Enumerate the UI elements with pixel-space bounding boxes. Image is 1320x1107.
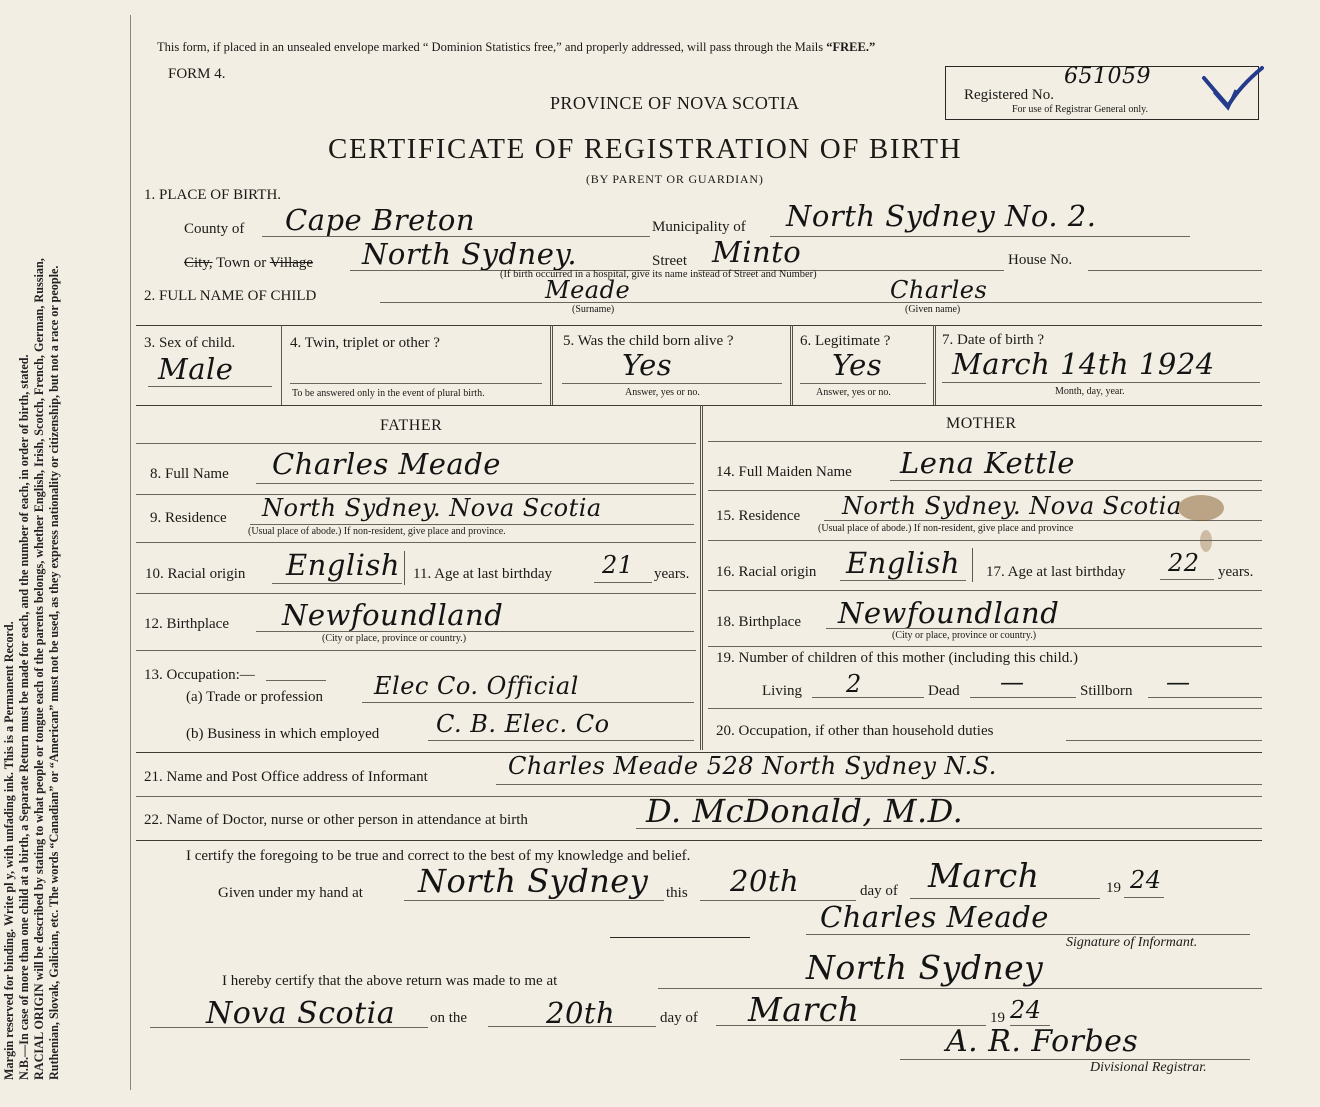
village-label: Village xyxy=(269,255,314,271)
informant-label: 21. Name and Post Office address of Informant xyxy=(144,769,428,785)
dob-note: Month, day, year. xyxy=(1055,386,1125,397)
sex-label: 3. Sex of child. xyxy=(144,335,236,351)
father-business-value: C. B. Elec. Co xyxy=(436,710,610,738)
child-name-label: 2. FULL NAME OF CHILD xyxy=(144,288,317,304)
certify-year-prefix: 19 xyxy=(1106,880,1121,896)
margin-note-racial-2: Ruthenian, Slovak, Galician, etc. The words “Canadian” or “American” must not be used, as they express nationality or citizenship, but not a race or people. xyxy=(47,265,61,1080)
father-age-years: years. xyxy=(654,566,690,582)
mail-notice-free: “FREE.” xyxy=(826,40,876,54)
father-residence-value: North Sydney. Nova Scotia xyxy=(262,494,602,522)
father-business-label: (b) Business in which employed xyxy=(186,726,380,742)
mail-notice-text: This form, if placed in an unsealed envelope marked “ Dominion Statistics free,” and properly addressed, will pass through the Mails xyxy=(157,40,827,54)
legitimate-note: Answer, yes or no. xyxy=(816,387,891,398)
informant-value: Charles Meade 528 North Sydney N.S. xyxy=(508,752,997,780)
registrar-statement: I hereby certify that the above return was made to me at xyxy=(222,973,558,989)
county-value: Cape Breton xyxy=(285,203,476,237)
doctor-label: 22. Name of Doctor, nurse or other person in attendance at birth xyxy=(144,812,528,828)
surname-caption: (Surname) xyxy=(572,304,615,315)
dob-value: March 14th 1924 xyxy=(952,347,1215,381)
mother-age-label: 17. Age at last birthday xyxy=(986,564,1126,580)
certify-month: March xyxy=(928,856,1040,895)
registrar-year-suffix: 24 xyxy=(1010,996,1042,1024)
father-name-value: Charles Meade xyxy=(272,447,501,481)
city-label: City, xyxy=(184,255,213,271)
mother-birthplace-note: (City or place, province or country.) xyxy=(892,630,1037,641)
father-birthplace-label: 12. Birthplace xyxy=(144,616,229,632)
municipality-value: North Sydney No. 2. xyxy=(786,199,1097,233)
stillborn-value: — xyxy=(1166,668,1191,696)
registrar-dayof-label: day of xyxy=(660,1010,698,1026)
margin-rule xyxy=(130,15,131,1090)
child-given-name: Charles xyxy=(890,276,988,304)
doctor-value: D. McDonald, M.D. xyxy=(646,792,964,830)
town-label: Town or xyxy=(216,255,267,271)
mother-residence-note: (Usual place of abode.) If non-resident, give place and province xyxy=(818,523,1074,534)
father-occupation-label: 13. Occupation:— xyxy=(144,667,255,683)
margin-note-binding: Margin reserved for binding. Write pl y, with unfading ink. This is a Permanent Record. xyxy=(2,621,16,1080)
dead-value: — xyxy=(1000,668,1025,696)
hospital-note: (If birth occurred in a hospital, give its name instead of Street and Number) xyxy=(500,269,817,280)
informant-signature-caption: Signature of Informant. xyxy=(1066,935,1198,950)
margin-note-racial-1: RACIAL ORIGIN will be described by stating to what people or tongue each of the parents belongs, whether English, Irish, Scotch, French, German, Russian, xyxy=(32,258,46,1080)
living-label: Living xyxy=(762,683,802,699)
child-surname: Meade xyxy=(545,276,631,304)
mother-name-label: 14. Full Maiden Name xyxy=(716,464,852,480)
stillborn-label: Stillborn xyxy=(1080,683,1133,699)
children-count-label: 19. Number of children of this mother (including this child.) xyxy=(716,650,1079,666)
father-birthplace-value: Newfoundland xyxy=(282,598,504,632)
mail-notice xyxy=(157,40,875,55)
father-trade-label: (a) Trade or profession xyxy=(186,689,324,705)
legitimate-label: 6. Legitimate ? xyxy=(800,333,891,349)
registrar-place-1: North Sydney xyxy=(806,948,1044,987)
twin-label: 4. Twin, triplet or other ? xyxy=(290,335,440,351)
mother-racial-label: 16. Racial origin xyxy=(716,564,817,580)
city-town-village-label xyxy=(184,255,313,272)
ink-stain xyxy=(1178,495,1224,521)
street-label: Street xyxy=(652,253,687,269)
living-value: 2 xyxy=(846,670,862,698)
dead-label: Dead xyxy=(928,683,960,699)
town-value: North Sydney. xyxy=(362,237,578,271)
mother-residence-label: 15. Residence xyxy=(716,508,801,524)
mother-age-value: 22 xyxy=(1168,549,1200,577)
registered-number: 651059 xyxy=(1064,64,1151,89)
father-racial-value: English xyxy=(286,548,401,582)
municipality-label: Municipality of xyxy=(652,219,746,235)
certify-statement: I certify the foregoing to be true and correct to the best of my knowledge and belief. xyxy=(186,848,691,864)
father-trade-value: Elec Co. Official xyxy=(374,672,579,700)
registrar-caption: Divisional Registrar. xyxy=(1090,1060,1207,1075)
mother-heading: MOTHER xyxy=(946,415,1017,432)
father-name-label: 8. Full Name xyxy=(150,466,229,482)
born-alive-note: Answer, yes or no. xyxy=(625,387,700,398)
ink-stain-small xyxy=(1200,530,1212,552)
mother-birthplace-label: 18. Birthplace xyxy=(716,614,801,630)
checkmark-icon xyxy=(1196,62,1266,122)
born-alive-label: 5. Was the child born alive ? xyxy=(563,333,734,349)
county-label: County of xyxy=(184,221,245,237)
mother-birthplace-value: Newfoundland xyxy=(838,596,1060,630)
form-number: FORM 4. xyxy=(168,66,226,82)
registrar-general-note: For use of Registrar General only. xyxy=(1012,104,1148,115)
father-residence-note: (Usual place of abode.) If non-resident, give place and province. xyxy=(248,526,506,537)
born-alive-value: Yes xyxy=(622,348,673,382)
certify-day: 20th xyxy=(730,864,800,898)
twin-note: To be answered only in the event of plural birth. xyxy=(292,388,485,399)
father-age-label: 11. Age at last birthday xyxy=(413,566,552,582)
place-of-birth-heading: 1. PLACE OF BIRTH. xyxy=(144,187,282,203)
registrar-year-prefix: 19 xyxy=(990,1010,1005,1026)
given-name-caption: (Given name) xyxy=(905,304,961,315)
dob-label: 7. Date of birth ? xyxy=(942,332,1045,348)
margin-note-plural: N.B.—In case of more than one child at a birth, a Separate Return must be made for each, and the number of each, in order of birth, stated. xyxy=(17,354,31,1080)
legitimate-value: Yes xyxy=(832,348,883,382)
street-value: Minto xyxy=(712,235,802,269)
registered-label: Registered No. xyxy=(964,87,1054,103)
page-subtitle: (BY PARENT OR GUARDIAN) xyxy=(586,172,764,186)
province-heading: PROVINCE OF NOVA SCOTIA xyxy=(550,93,800,113)
father-racial-label: 10. Racial origin xyxy=(145,566,246,582)
sex-value: Male xyxy=(158,352,234,386)
informant-signature: Charles Meade xyxy=(820,900,1049,934)
certify-year-suffix: 24 xyxy=(1130,866,1162,894)
registrar-signature: A. R. Forbes xyxy=(946,1024,1139,1059)
mother-occupation-label: 20. Occupation, if other than household duties xyxy=(716,723,994,739)
father-age-value: 21 xyxy=(602,551,634,579)
father-heading: FATHER xyxy=(380,417,443,434)
certify-place: North Sydney xyxy=(418,862,649,900)
mother-name-value: Lena Kettle xyxy=(900,446,1075,480)
house-number-label: House No. xyxy=(1008,252,1073,268)
given-under-label: Given under my hand at xyxy=(218,885,363,901)
registrar-place-2: Nova Scotia xyxy=(206,996,396,1031)
certify-this-label: this xyxy=(666,885,688,901)
mother-residence-value: North Sydney. Nova Scotia xyxy=(842,492,1182,520)
registrar-day: 20th xyxy=(546,996,616,1030)
father-residence-label: 9. Residence xyxy=(150,510,227,526)
page-title: CERTIFICATE OF REGISTRATION OF BIRTH xyxy=(328,133,963,165)
father-birthplace-note: (City or place, province or country.) xyxy=(322,633,467,644)
registrar-month: March xyxy=(748,990,860,1029)
mother-age-years: years. xyxy=(1218,564,1254,580)
margin-notes xyxy=(2,20,62,1080)
certify-dayof-label: day of xyxy=(860,883,898,899)
registrar-onthe-label: on the xyxy=(430,1010,468,1026)
mother-racial-value: English xyxy=(846,546,961,580)
